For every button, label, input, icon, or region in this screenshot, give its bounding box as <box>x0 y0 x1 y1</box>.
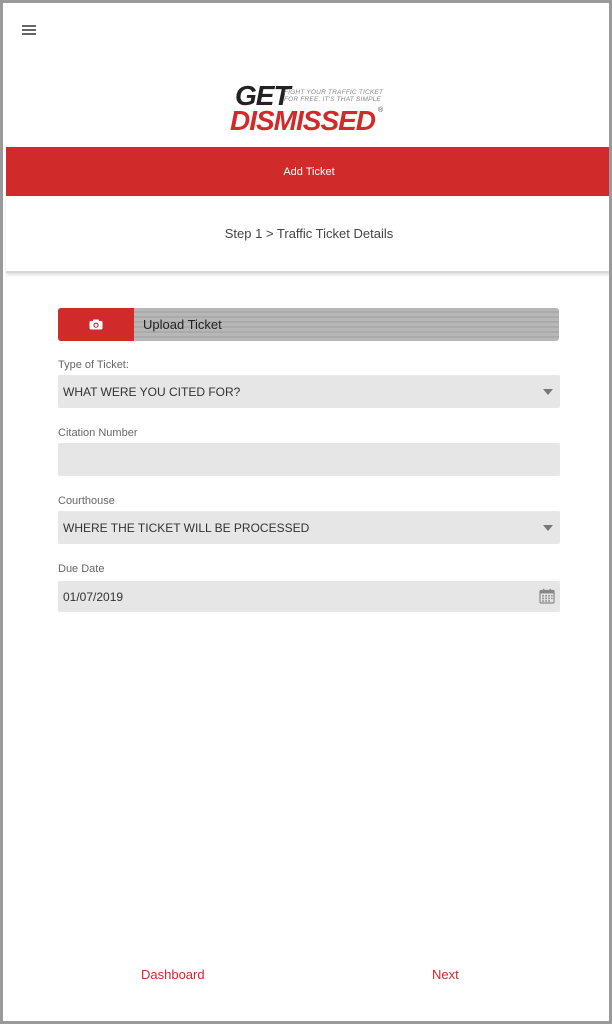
get-dismissed-logo <box>228 81 393 137</box>
courthouse-select[interactable] <box>58 511 560 544</box>
courthouse-label: Courthouse <box>58 495 115 507</box>
chevron-down-icon <box>543 525 553 531</box>
citation-number-input[interactable] <box>58 443 560 476</box>
logo-text-dismissed: DISMISSED <box>230 105 376 136</box>
header-bar-title: Add Ticket <box>283 165 335 178</box>
ticket-type-label: Type of Ticket: <box>58 359 129 371</box>
hamburger-menu-icon[interactable] <box>22 23 36 37</box>
logo-registered-mark: ® <box>378 107 384 114</box>
camera-icon <box>58 308 134 341</box>
logo-text-get: GET <box>235 80 290 111</box>
logo-tagline: FIGHT YOUR TRAFFIC TICKET FOR FREE. IT'S THAT SIMPLE <box>284 89 384 103</box>
menu-line <box>22 33 36 35</box>
dashboard-link[interactable]: Dashboard <box>141 967 205 982</box>
due-date-value: 01/07/2019 <box>63 589 124 604</box>
step-indicator <box>6 196 612 273</box>
citation-number-label: Citation Number <box>58 427 138 439</box>
ticket-type-value: WHAT WERE YOU CITED FOR? <box>63 384 241 399</box>
upload-ticket-label: Upload Ticket <box>143 317 222 332</box>
ticket-type-select[interactable] <box>58 375 560 408</box>
header-bar <box>6 147 612 196</box>
upload-ticket-button[interactable] <box>58 308 559 341</box>
calendar-icon[interactable] <box>539 588 555 607</box>
due-date-input[interactable] <box>58 581 560 612</box>
menu-line <box>22 29 36 31</box>
next-button[interactable]: Next <box>432 967 459 982</box>
chevron-down-icon <box>543 389 553 395</box>
step-text: Step 1 > Traffic Ticket Details <box>224 225 394 241</box>
due-date-label: Due Date <box>58 563 105 575</box>
menu-line <box>22 25 36 27</box>
courthouse-value: WHERE THE TICKET WILL BE PROCESSED <box>63 520 310 535</box>
